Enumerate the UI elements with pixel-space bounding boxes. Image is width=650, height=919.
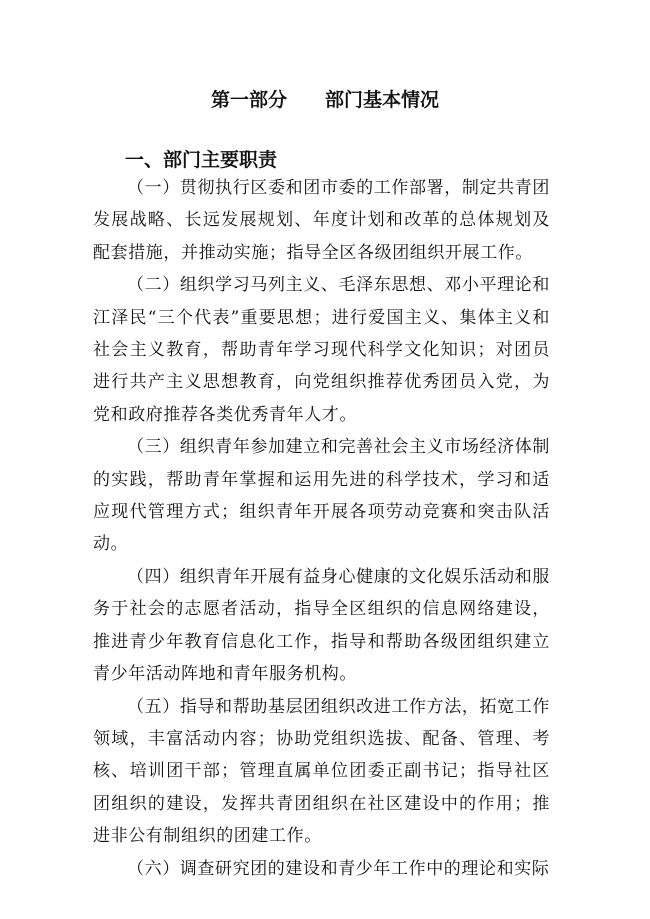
paragraph-duty-5: （五）指导和帮助基层团组织改进工作方法，拓宽工作领域，丰富活动内容；协助党组织选拔、配备、管理、考核、培训团干部；管理直属单位团委正副书记；指导社区团组织的建设，发挥共青团组织在社区建设中的作用；推进非公有制组织的团建工作。	[93, 696, 550, 847]
body-text	[93, 172, 550, 885]
paragraph-duty-2: （二）组织学习马列主义、毛泽东思想、邓小平理论和江泽民“三个代表”重要思想；进行爱国主义、集体主义和社会主义教育，帮助青年学习现代科学文化知识；对团员进行共产主义思想教育，向党组织推荐优秀团员入党，为党和政府推荐各类优秀青年人才。	[93, 275, 550, 425]
paragraph-duty-3: （三）组织青年参加建立和完善社会主义市场经济体制的实践，帮助青年掌握和运用先进的科学技术，学习和适应现代管理方式；组织青年开展各项劳动竞赛和突击队活动。	[93, 437, 550, 555]
page-title: 第一部分 部门基本情况	[210, 89, 439, 111]
section-heading: 一、部门主要职责	[125, 149, 278, 171]
paragraph-duty-4: （四）组织青年开展有益身心健康的文化娱乐活动和服务于社会的志愿者活动，指导全区组织的信息网络建设，推进青少年教育信息化工作，指导和帮助各级团组织建立青少年活动阵地和青年服务机构。	[93, 566, 550, 685]
paragraph-duty-1: （一）贯彻执行区委和团市委的工作部署，制定共青团发展战略、长远发展规划、年度计划和改革的总体规划及配套措施，并推动实施；指导全区各级团组织开展工作。	[93, 178, 550, 263]
paragraph-duty-6: （六）调查研究团的建设和青少年工作中的理论和实际	[127, 858, 550, 879]
